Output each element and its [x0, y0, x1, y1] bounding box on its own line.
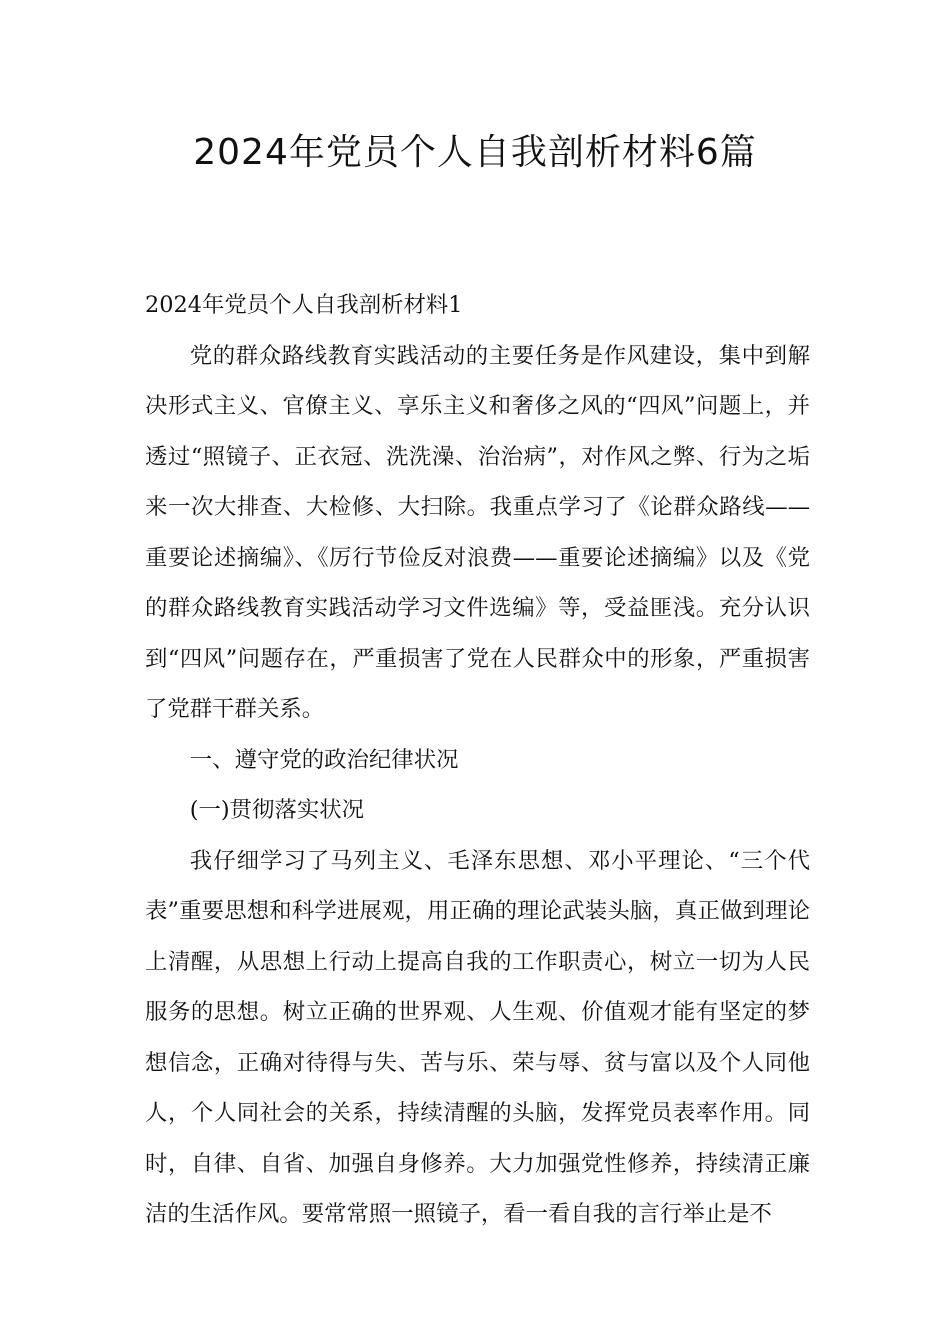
- paragraph-implementation: 我仔细学习了马列主义、毛泽东思想、邓小平理论、“三个代表”重要思想和科学进展观，用正确的理论武装头脑，真正做到理论上清醒，从思想上行动上提高自我的工作职责心，树立一切为人民服务的思想。树立正确的世界观、人生观、价值观才能有坚定的梦想信念，正确对待得与失、苦与乐、荣与辱、贫与富以及个人同他人，个人同社会的关系，持续清醒的头脑，发挥党员表率作用。同时，自律、自省、加强自身修养。大力加强党性修养，持续清正廉洁的生活作风。要常常照一照镜子，看一看自我的言行举止是不: [145, 847, 810, 1227]
- document-title: 2024年党员个人自我剖析材料6篇: [193, 132, 757, 173]
- paragraph-intro: 党的群众路线教育实践活动的主要任务是作风建设，集中到解决形式主义、官僚主义、享乐主义和奢侈之风的“四风”问题上，并透过“照镜子、正衣冠、洗洗澡、治治病”，对作风之弊、行为之垢来一次大排查、大检修、大扫除。我重点学习了《论群众路线——重要论述摘编》、《厉行节俭反对浪费——重要论述摘编》以及《党的群众路线教育实践活动学习文件选编》等，受益匪浅。充分认识到“四风”问题存在，严重损害了党在人民群众中的形象，严重损害了党群干群关系。: [145, 342, 810, 722]
- subsection-heading: (一)贯彻落实状况: [189, 797, 365, 823]
- document-body: [145, 280, 810, 1240]
- article-subheading: 2024年党员个人自我剖析材料1: [145, 292, 463, 318]
- section-heading: 一、遵守党的政治纪律状况: [189, 746, 459, 773]
